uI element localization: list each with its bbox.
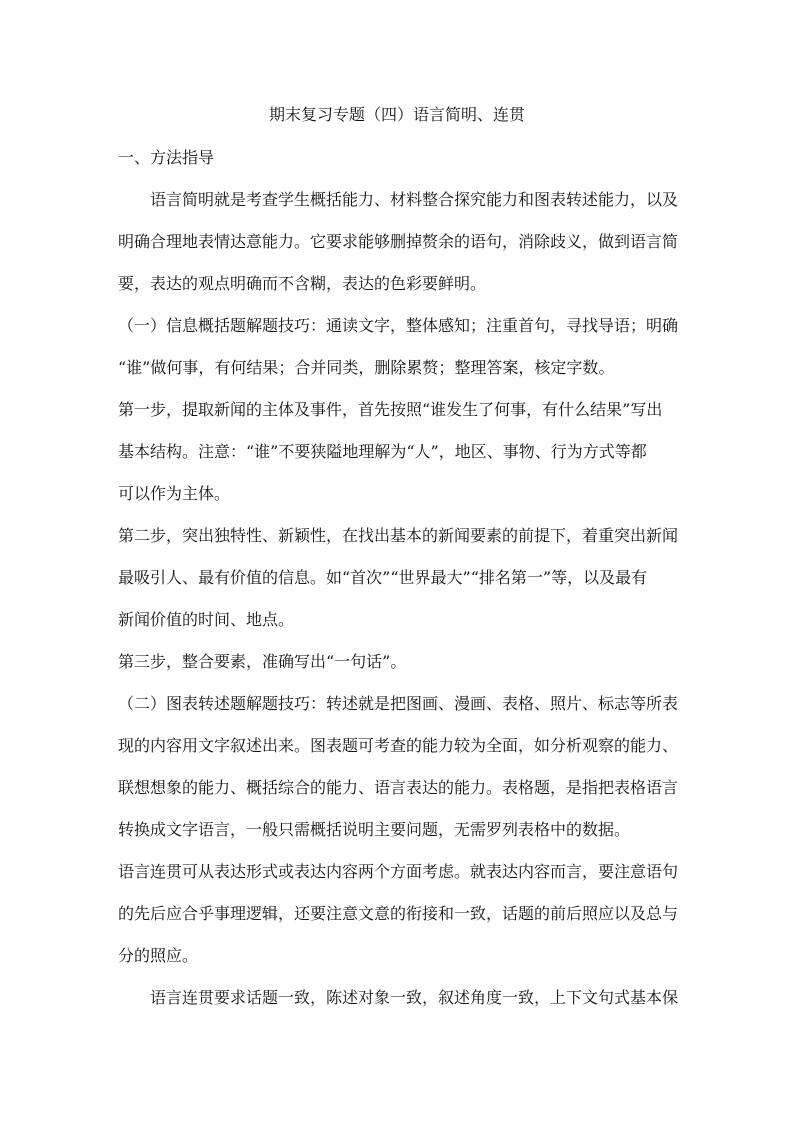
paragraph-line: 分的照应。 <box>118 946 199 965</box>
paragraph-line: 的先后应合乎事理逻辑，还要注意文意的衔接和一致，话题的前后照应以及总与 <box>118 904 679 923</box>
paragraph-line: 联想想象的能力、概括综合的能力、语言表达的能力。表格题，是指把表格语言 <box>118 778 679 797</box>
section-heading: 一、方法指导 <box>118 148 215 167</box>
paragraph-line: 转换成文字语言，一般只需概括说明主要问题，无需罗列表格中的数据。 <box>118 820 631 839</box>
paragraph-line: 语言简明就是考查学生概括能力、材料整合探究能力和图表转述能力，以及 <box>150 190 679 209</box>
page-title: 期末复习专题（四）语言简明、连贯 <box>268 105 525 124</box>
paragraph-line: 语言连贯要求话题一致，陈述对象一致，叙述角度一致，上下文句式基本保 <box>150 988 679 1007</box>
subsection-line: （二）图表转述题解题技巧：转述就是把图画、漫画、表格、照片、标志等所表 <box>118 694 679 713</box>
paragraph-line: 可以作为主体。 <box>118 484 231 503</box>
paragraph-line: 语言连贯可从表达形式或表达内容两个方面考虑。就表达内容而言，要注意语句 <box>118 862 679 881</box>
paragraph-line: 要，表达的观点明确而不含糊，表达的色彩要鲜明。 <box>118 274 487 293</box>
paragraph-line: 第二步，突出独特性、新颖性，在找出基本的新闻要素的前提下，着重突出新闻 <box>118 526 679 545</box>
paragraph-line: 明确合理地表情达意能力。它要求能够删掉赘余的语句，消除歧义，做到语言简 <box>118 232 679 251</box>
paragraph-line: 最吸引人、最有价值的信息。如“首次”“世界最大”“排名第一”等，以及最有 <box>118 568 648 587</box>
paragraph-line: 现的内容用文字叙述出来。图表题可考查的能力较为全面，如分析观察的能力、 <box>118 736 679 755</box>
subsection-line: （一）信息概括题解题技巧：通读文字，整体感知；注重首句，寻找导语；明确 <box>118 316 679 335</box>
paragraph-line: 第一步，提取新闻的主体及事件，首先按照“谁发生了何事，有什么结果”写出 <box>118 400 663 419</box>
paragraph-line: “谁”做何事，有何结果；合并同类，删除累赘；整理答案，核定字数。 <box>118 358 615 377</box>
paragraph-line: 新闻价值的时间、地点。 <box>118 610 295 629</box>
paragraph-line: 第三步，整合要素，准确写出“一句话”。 <box>118 652 407 671</box>
paragraph-line: 基本结构。注意：“谁”不要狭隘地理解为“人”，地区、事物、行为方式等都 <box>118 442 647 461</box>
